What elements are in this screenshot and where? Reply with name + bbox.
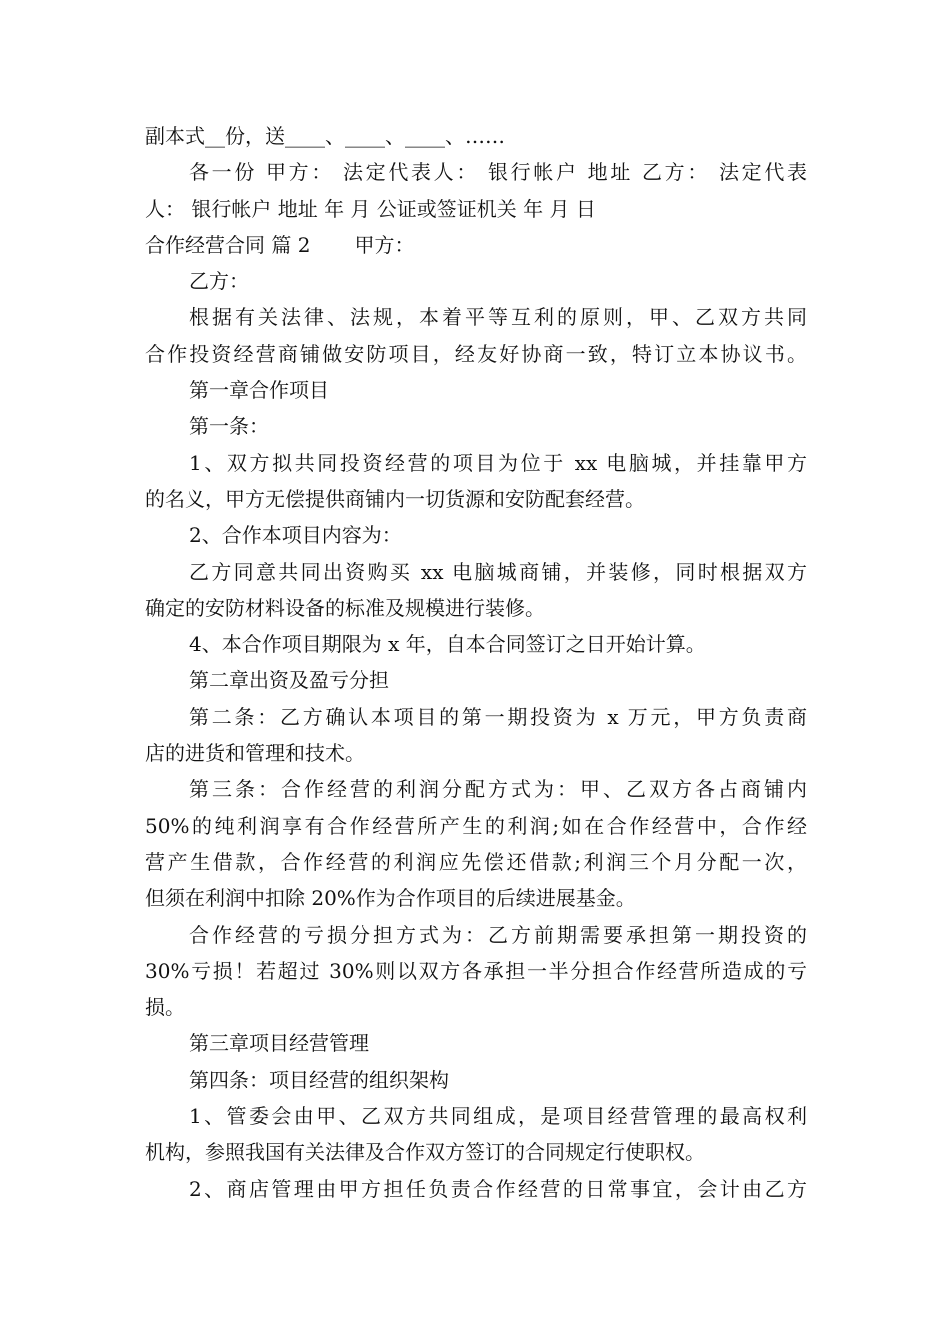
chapter-heading: 第二章出资及盈亏分担 (189, 668, 389, 693)
paragraph-line: 2、合作本项目内容为： (189, 523, 402, 548)
chapter-heading: 第一章合作项目 (189, 378, 329, 403)
paragraph-line: 人： 银行帐户 地址 年 月 公证或签证机关 年 月 日 (145, 196, 596, 221)
section-heading: 合作经营合同 篇 2 (145, 232, 311, 257)
chapter-heading: 第三章项目经营管理 (189, 1031, 369, 1056)
section-heading-line (145, 227, 807, 263)
paragraph-line: 损。 (145, 995, 185, 1020)
paragraph-line: 第二条：乙方确认本项目的第一期投资为 x 万元，甲方负责商 (189, 704, 807, 729)
paragraph-line: 30%亏损！若超过 30%则以双方各承担一半分担合作经营所造成的亏 (145, 958, 807, 983)
paragraph-line: 但须在利润中扣除 20%作为合作项目的后续进展基金。 (145, 886, 636, 911)
paragraph-line: 1、双方拟共同投资经营的项目为位于 xx 电脑城，并挂靠甲方 (189, 450, 807, 475)
paragraph-line: 合作投资经营商铺做安防项目，经友好协商一致，特订立本协议书。 (145, 341, 807, 366)
paragraph-line: 乙方： (189, 269, 249, 294)
article-heading: 第四条：项目经营的组织架构 (189, 1067, 449, 1092)
paragraph-line: 营产生借款，合作经营的利润应先偿还借款;利润三个月分配一次， (145, 849, 807, 874)
paragraph-line: 机构，参照我国有关法律及合作双方签订的合同规定行使职权。 (145, 1140, 705, 1165)
paragraph-line: 合作经营的亏损分担方式为：乙方前期需要承担第一期投资的 (189, 922, 807, 947)
paragraph-line: 2、商店管理由甲方担任负责合作经营的日常事宜，会计由乙方 (189, 1176, 807, 1201)
paragraph-line: 1、管委会由甲、乙双方共同组成，是项目经营管理的最高权利 (189, 1104, 807, 1129)
document-body (145, 118, 807, 1207)
paragraph-line: 根据有关法律、法规，本着平等互利的原则，甲、乙双方共同 (189, 305, 807, 330)
paragraph-line: 的名义，甲方无偿提供商铺内一切货源和安防配套经营。 (145, 486, 645, 511)
paragraph-line: 第三条：合作经营的利润分配方式为：甲、乙双方各占商铺内 (189, 777, 807, 802)
paragraph-line: 50%的纯利润享有合作经营所产生的利润;如在合作经营中，合作经 (145, 813, 807, 838)
paragraph-line: 4、本合作项目期限为 x 年，自本合同签订之日开始计算。 (189, 632, 706, 657)
paragraph-line: 副本式__份，送____、____、____、…… (145, 124, 505, 148)
paragraph-line: 店的进货和管理和技术。 (145, 741, 365, 766)
party-a-label: 甲方： (354, 232, 415, 257)
paragraph-line: 各一份 甲方： 法定代表人： 银行帐户 地址 乙方： 法定代表 (189, 160, 807, 185)
article-heading: 第一条： (189, 414, 269, 439)
paragraph-line: 确定的安防材料设备的标准及规模进行装修。 (145, 595, 545, 620)
paragraph-line: 乙方同意共同出资购买 xx 电脑城商铺，并装修，同时根据双方 (189, 559, 807, 584)
